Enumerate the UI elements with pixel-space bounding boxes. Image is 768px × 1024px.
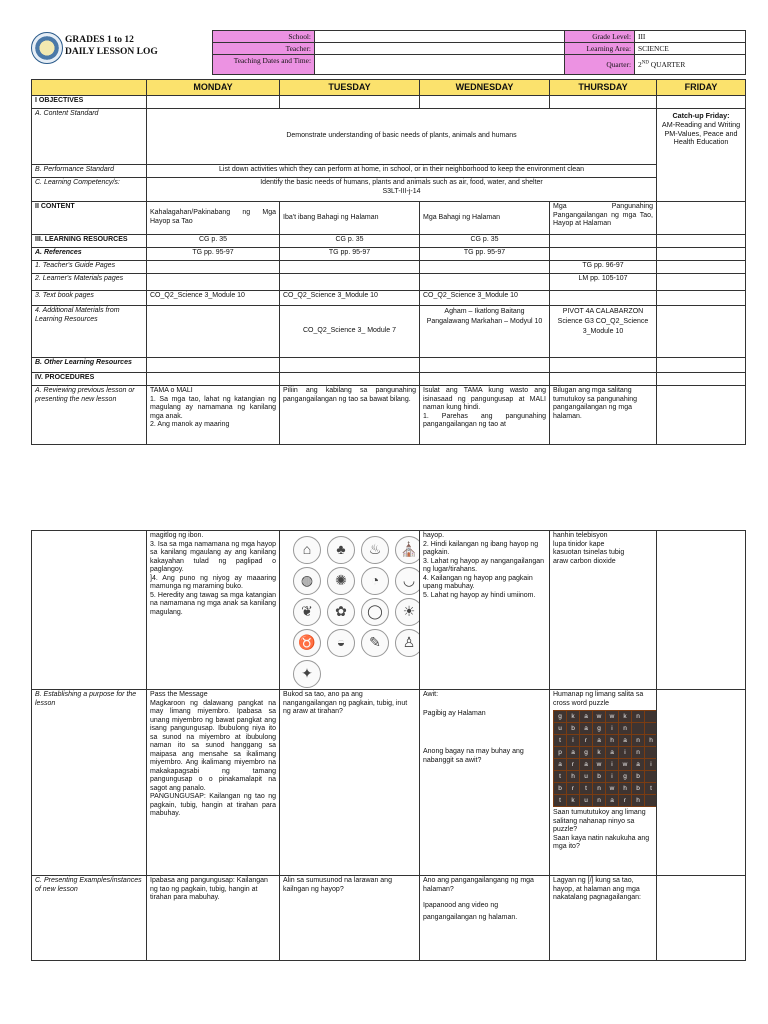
bottle-icon: ♨ (361, 536, 389, 564)
crossword-puzzle (553, 710, 657, 807)
textbook-tuesday: CO_Q2_Science 3_Module 10 (280, 290, 420, 305)
puzzle-cell: n (632, 735, 644, 746)
ring-icon: ◯ (361, 598, 389, 626)
day-header-row (32, 80, 746, 96)
puzzle-cell: b (554, 783, 566, 794)
other-resources-heading: B. Other Learning Resources (32, 357, 147, 372)
objectives-heading: I OBJECTIVES (32, 95, 147, 108)
content-wednesday: Mga Bahagi ng Halaman (420, 201, 550, 234)
puzzle-cell: a (619, 735, 631, 746)
teaching-dates-label: Teaching Dates and Time: (213, 55, 315, 75)
puzzle-cell: n (632, 747, 644, 758)
content-standard-label: A. Content Standard (32, 108, 147, 164)
flower-icon: ✿ (327, 598, 355, 626)
puzzle-cell: h (619, 783, 631, 794)
puzzle-cell: a (567, 747, 579, 758)
reviewing-monday-cont: magitlog ng ibon. 3. Isa sa mga namamana ng mga hayop sa kanilang mgaulang ay ang kanilang kakayahan tulad ng paglipad o paglangoy. ]4. Ang puno ng niyog ay maaaring mamunga ng maraming buko. 5. Heredity ang tawag sa mga katangian na namamana ng mga anak sa kanilang magulang. (147, 531, 280, 690)
puzzle-cell: n (593, 783, 605, 794)
tg-monday: TG pp. 95-97 (147, 247, 280, 260)
dog-icon: ✦ (293, 660, 321, 688)
textbook-label: 3. Text book pages (32, 290, 147, 305)
puzzle-cell: i (606, 723, 618, 734)
cow-icon: ♉ (293, 629, 321, 657)
video-instruction: Ipapanood ang video ng pangangailangan ng halaman. (423, 902, 518, 921)
puzzle-cell: u (580, 771, 592, 782)
presenting-wednesday (420, 876, 550, 961)
header-logo-block (31, 30, 213, 70)
puzzle-cell: a (580, 711, 592, 722)
references-heading: A. References (32, 247, 147, 260)
puzzle-cell: i (567, 735, 579, 746)
puzzle-cell (645, 795, 657, 806)
day-header-tuesday: TUESDAY (280, 80, 420, 96)
tg-tuesday: TG pp. 95-97 (280, 247, 420, 260)
day-header-wednesday: WEDNESDAY (420, 80, 550, 96)
reviewing-thursday: Bilugan ang mga salitang tumutukoy sa pangunahing pangangailangan ng mga halaman. (550, 385, 657, 444)
picture-grid (283, 532, 416, 688)
puzzle-cell: a (580, 759, 592, 770)
pencil-icon: ✎ (361, 629, 389, 657)
reviewing-label: A. Reviewing previous lesson or presenting the new lesson (32, 385, 147, 444)
puzzle-cell: t (554, 771, 566, 782)
puzzle-cell: n (632, 711, 644, 722)
day-header-thursday: THURSDAY (550, 80, 657, 96)
teacher-label: Teacher: (213, 43, 315, 55)
competency-code: S3LT-III-j-14 (382, 187, 421, 195)
tree-icon: ♣ (327, 536, 355, 564)
presenting-label: C. Presenting Examples/instances of new lesson (32, 876, 147, 961)
corner-cell (32, 80, 147, 96)
lesson-log-table-page1 (31, 79, 746, 445)
establishing-thursday (550, 690, 657, 876)
puzzle-cell: t (554, 735, 566, 746)
puzzle-cell: h (567, 771, 579, 782)
song-title: Pagibig ay Halaman (423, 709, 486, 717)
sunset-icon: ☀ (395, 598, 420, 626)
learning-resources-heading: III. LEARNING RESOURCES (32, 234, 147, 247)
competency-text (147, 177, 657, 201)
additional-tuesday: CO_Q2_Science 3_ Module 7 (280, 305, 420, 357)
puzzle-cell: k (567, 711, 579, 722)
puzzle-cell: r (567, 783, 579, 794)
puzzle-cell: a (580, 723, 592, 734)
puzzle-cell: a (606, 795, 618, 806)
animal-needs-images (280, 531, 420, 690)
puzzle-cell (645, 711, 657, 722)
church-icon: ⛪ (395, 536, 420, 564)
catch-up-text: AM-Reading and Writing PM-Values, Peace and Health Education (661, 119, 741, 147)
teachers-guide-label: 1. Teacher's Guide Pages (32, 260, 147, 273)
puzzle-cell: k (567, 795, 579, 806)
puzzle-cell: b (632, 771, 644, 782)
food-icon: ◒ (327, 629, 355, 657)
header-info-table (212, 30, 746, 75)
puzzle-cell: h (645, 735, 657, 746)
puzzle-instruction: Humanap ng limang salita sa cross word puzzle (553, 691, 644, 707)
puzzle-cell (645, 771, 657, 782)
tiger-icon: ✺ (327, 567, 355, 595)
learning-area-value: SCIENCE (635, 43, 746, 55)
puzzle-cell: k (619, 711, 631, 722)
puzzle-cell: w (606, 783, 618, 794)
puzzle-cell: i (606, 759, 618, 770)
puzzle-cell: a (593, 735, 605, 746)
presenting-monday: Ipabasa ang pangungusap: Kailangan ng tao ng pagkain, tubig, hangin at tirahan para mabuhay. (147, 876, 280, 961)
bowl-icon: ◡ (395, 567, 420, 595)
additional-wednesday: Agham – Ikatlong Baitang Pangalawang Markahan – Modyul 10 (420, 305, 550, 357)
learning-area-label: Learning Area: (565, 43, 635, 55)
puzzle-cell (632, 723, 644, 734)
song-label: Awit: (423, 691, 439, 698)
grade-level-label: Grade Level: (565, 31, 635, 43)
day-header-monday: MONDAY (147, 80, 280, 96)
puzzle-cell: n (619, 723, 631, 734)
lm-thursday: LM pp. 105-107 (550, 273, 657, 290)
puzzle-cell: g (580, 747, 592, 758)
content-monday: Kahalagahan/Pakinabang ng Mga Hayop sa Tao (147, 201, 280, 234)
puzzle-cell: g (554, 711, 566, 722)
puzzle-cell: b (567, 723, 579, 734)
puzzle-cell: g (593, 723, 605, 734)
puzzle-cell (645, 747, 657, 758)
puzzle-cell: h (606, 735, 618, 746)
cg-monday: CG p. 35 (147, 234, 280, 247)
learners-materials-label: 2. Learner's Materials pages (32, 273, 147, 290)
performance-standard-label: B. Performance Standard (32, 164, 147, 177)
puzzle-cell (645, 723, 657, 734)
day-header-friday: FRIDAY (657, 80, 746, 96)
quarter-value: 2ND QUARTER (635, 55, 746, 75)
presenting-thursday: Lagyan ng [/] kung sa tao, hayop, at halaman ang mga nakatalang pagnagailangan: (550, 876, 657, 961)
reviewing-wednesday: Isulat ang TAMA kung wasto ang isinasaad ng pangungusap at MALI naman kung hindi. 1. Parehas ang pangunahing pangangailangan ng tao at (420, 385, 550, 444)
puzzle-cell: w (619, 759, 631, 770)
puzzle-cell: h (632, 795, 644, 806)
puzzle-cell: p (554, 747, 566, 758)
puzzle-cell: r (567, 759, 579, 770)
reviewing-wednesday-cont: hayop. 2. Hindi kailangan ng ibang hayop ng pagkain. 3. Lahat ng hayop ay nangangailangan ng lugar/tirahans. 4. Kailangan ng hayop ang pagkain upang mabuhay. 5. Lahat ng hayop ay hindi umiinom. (420, 531, 550, 690)
puzzle-cell: i (645, 759, 657, 770)
reviewing-tuesday: Piliin ang kabilang sa pangunahing pangangailangan ng tao sa bawat bilang. (280, 385, 420, 444)
puzzle-cell: u (554, 723, 566, 734)
puzzle-cell: i (619, 747, 631, 758)
teaching-dates-field (315, 55, 565, 75)
friday-catch-up (657, 108, 746, 201)
puzzle-cell: r (619, 795, 631, 806)
school-field (315, 31, 565, 43)
puzzle-cell: w (606, 711, 618, 722)
puzzle-cell: b (593, 771, 605, 782)
competency-label: C. Learning Competency/s: (32, 177, 147, 201)
house-icon: ⌂ (293, 536, 321, 564)
tg-wednesday: TG pp. 95-97 (420, 247, 550, 260)
puzzle-cell: n (593, 795, 605, 806)
presenting-tuesday: Alin sa sumusunod na larawan ang kailngan ng hayop? (280, 876, 420, 961)
puzzle-cell: u (580, 795, 592, 806)
content-tuesday: Iba't ibang Bahagi ng Halaman (280, 201, 420, 234)
cg-tuesday: CG p. 35 (280, 234, 420, 247)
puzzle-questions: Saan tumututukoy ang limang salitang nahanap ninyo sa puzzle? Saan kaya natin nakukuha ang mga ito? (553, 809, 650, 851)
content-thursday: Mga Pangunahing Pangangailangan ng mga Tao, Hayop at Halaman (550, 201, 657, 234)
textbook-wednesday: CO_Q2_Science 3_Module 10 (420, 290, 550, 305)
puzzle-cell: k (593, 747, 605, 758)
cg-wednesday: CG p. 35 (420, 234, 550, 247)
grade-level-value: III (635, 31, 746, 43)
puzzle-cell: g (619, 771, 631, 782)
puzzle-cell: w (593, 711, 605, 722)
puzzle-cell: a (606, 747, 618, 758)
plant-needs-question: Ano ang pangangailangang ng mga halaman? (423, 877, 534, 893)
procedures-heading: IV. PROCEDURES (32, 372, 147, 385)
deped-seal-icon (31, 32, 63, 64)
puzzle-cell: t (554, 795, 566, 806)
puzzle-cell: a (554, 759, 566, 770)
figure-icon: ♙ (395, 629, 420, 657)
content-heading: II CONTENT (32, 201, 147, 234)
quarter-label: Quarter: (565, 55, 635, 75)
globe-icon: ◍ (293, 567, 321, 595)
establishing-wednesday (420, 690, 550, 876)
content-standard-text: Demonstrate understanding of basic needs of plants, animals and humans (147, 108, 657, 164)
tg-thursday: TG pp. 96-97 (550, 260, 657, 273)
pig-icon: ◔ (361, 567, 389, 595)
textbook-monday: CO_Q2_Science 3_Module 10 (147, 290, 280, 305)
competency-description: Identify the basic needs of humans, plants and animals such as air, food, water, and shelter (260, 178, 543, 186)
establishing-monday: Pass the Message Magkaroon ng dalawang pangkat na may limang miyembro. Ipabasa sa unang miyembro ng bawat pangkat ang isang pangungusap. Ibubulong niya ito sa sunod na miyembro at ibubulong naman ito sa sunod hanggang sa maipasa ang mensahe sa ikalimang miyembro. Ang ikalimang miyembro na makakapagsabi ng tamang pangungusap o o pinakamalapit na sagot ang panalo. PANGUNGUSAP: Kailangan ng tao ng pagkain, tubig, hangin at tirahan para mabuhay. (147, 690, 280, 876)
song-question: Anong bagay na may buhay ang nabanggit sa awit? (423, 748, 524, 764)
puzzle-cell: t (580, 783, 592, 794)
lesson-log-table-page2 (31, 530, 746, 961)
reviewing-monday: TAMA o MALI 1. Sa mga tao, lahat ng katangian ng magulang ay namamana ng kanilang mga anak. 2. Ang manok ay maaring (147, 385, 280, 444)
reviewing-thursday-cont: hanhin telebisyon lupa tinidor kape kasuotan tsinelas tubig araw carbon dioxide (550, 531, 657, 690)
plant-icon: ❦ (293, 598, 321, 626)
additional-materials-label: 4. Additional Materials from Learning Resources (32, 305, 147, 357)
catch-up-title: Catch-up Friday: (672, 110, 730, 120)
teacher-field (315, 43, 565, 55)
additional-thursday: PIVOT 4A CALABARZON Science G3 CO_Q2_Science 3_Module 10 (550, 305, 657, 357)
puzzle-cell: r (580, 735, 592, 746)
puzzle-cell: i (606, 771, 618, 782)
performance-standard-text: List down activities which they can perform at home, in school, or in their neighborhood to keep the environment clean (147, 164, 657, 177)
school-label: School: (213, 31, 315, 43)
establishing-tuesday: Bukod sa tao, ano pa ang nangangailangan ng pagkain, tubig, inut ng araw at tirahan? (280, 690, 420, 876)
establishing-label: B. Establishing a purpose for the lesson (32, 690, 147, 876)
form-title-line1: GRADES 1 to 12 (65, 35, 134, 45)
puzzle-cell: b (632, 783, 644, 794)
puzzle-cell: t (645, 783, 657, 794)
form-title-line2: DAILY LESSON LOG (65, 47, 158, 57)
puzzle-cell: a (632, 759, 644, 770)
puzzle-cell: w (593, 759, 605, 770)
